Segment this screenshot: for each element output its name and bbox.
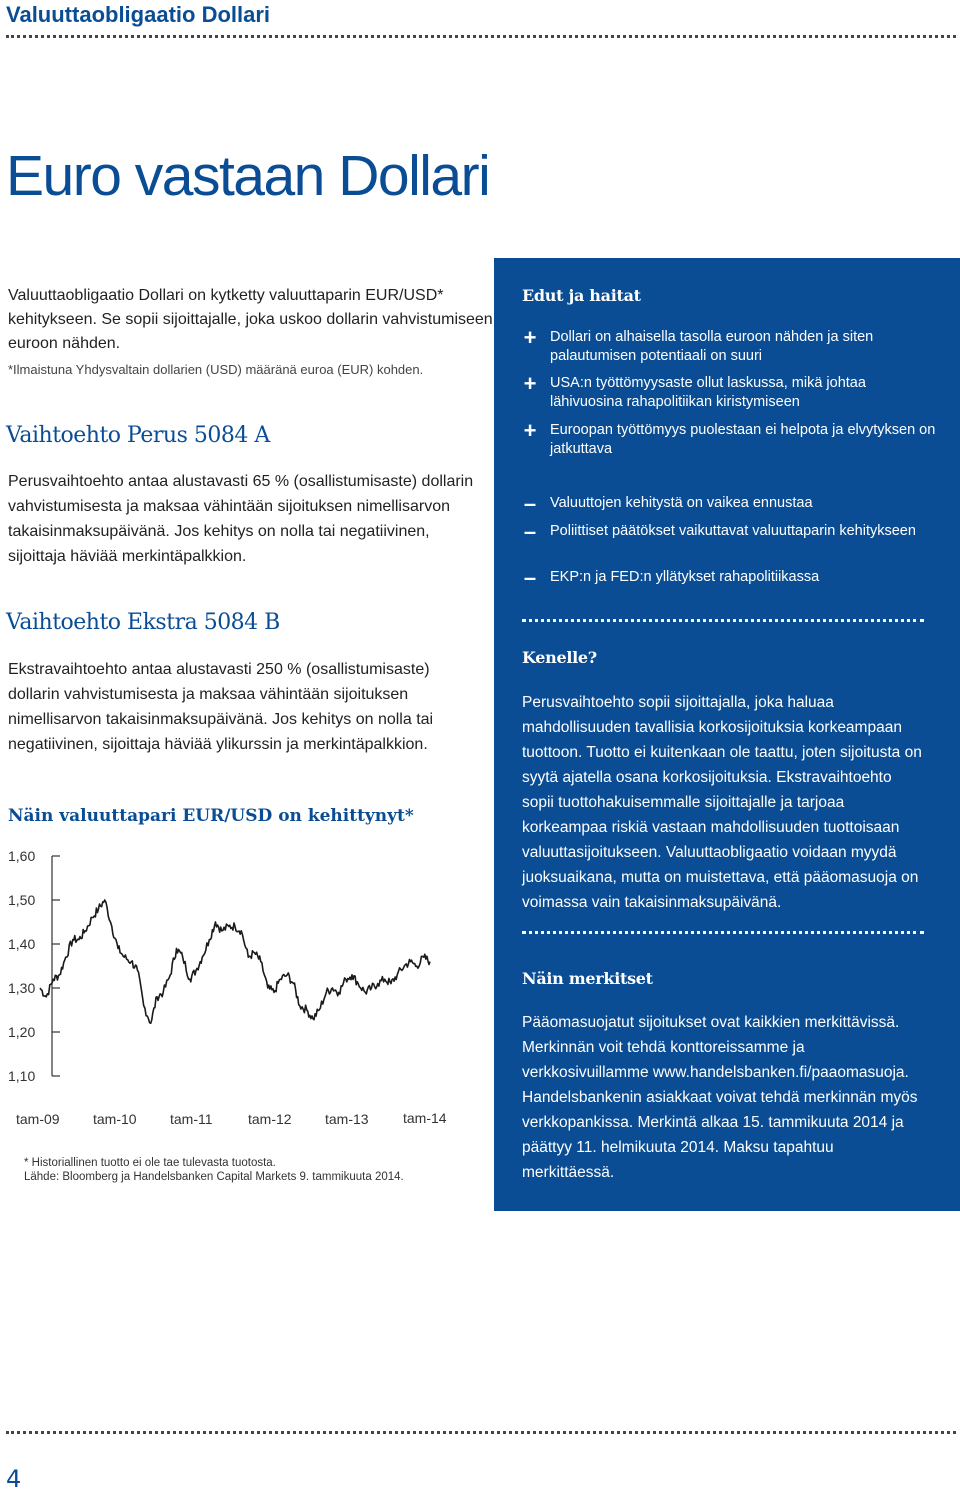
eurusd-line-chart [0,836,480,1146]
x-tick-label: tam-11 [170,1111,213,1127]
pro-text: USA:n työttömyysaste ollut laskussa, mikä johtaa lähivuosina rahapolitiikan kiristymiseen [550,375,866,410]
ekstra-paragraph: Ekstravaihtoehto antaa alustavasti 250 % (osallistumisaste) dollarin vahvistumisesta ja maksaa vähintään sijoituksen nimellisarvon takaisinmaksupäivänä. Jos kehitys on nolla tai negatiivinen, sijoittaja häviää ylikurssin ja merkintäpalkkion. [8,661,434,753]
con-text: Poliittiset päätökset vaikuttavat valuuttaparin kehitykseen [550,523,916,539]
chart-source: Lähde: Bloomberg ja Handelsbanken Capital Markets 9. tammikuuta 2014. [24,1171,404,1183]
plus-icon: + [523,325,537,350]
pro-text: Dollari on alhaisella tasolla euroon nähden ja siten palautumisen potentiaali on suuri [550,329,874,364]
pro-text: Euroopan työttömyys puolestaan ei helpota ja elvytyksen on jatkuttava [550,422,936,457]
info-panel [494,258,960,1211]
perus-paragraph: Perusvaihtoehto antaa alustavasti 65 % (osallistumisaste) dollarin vahvistumisesta ja maksaa vähintään sijoituksen nimellisarvon takaisinmaksupäivänä. Jos kehitys on nolla tai negatiivinen, sijoittaja häviää merkintäpalkkion. [8,473,474,565]
con-text: Valuuttojen kehitystä on vaikea ennustaa [550,495,813,511]
document-header-title: Valuuttaobligaatio Dollari [6,2,271,27]
x-tick-label: tam-09 [16,1111,60,1127]
intro-paragraph: Valuuttaobligaatio Dollari on kytketty valuuttaparin EUR/USD* kehitykseen. Se sopii sijoittajalle, joka uskoo dollarin vahvistumiseen euroon nähden. [8,287,493,352]
eurusd-series-line [40,900,430,1023]
pros-cons-heading: Edut ja haitat [522,286,641,305]
y-tick-label: 1,60 [8,848,36,864]
plus-icon: + [523,418,537,443]
footer-divider [6,1431,956,1434]
chart-disclaimer: * Historiallinen tuotto ei ole tae tulevasta tuotosta. [24,1157,276,1169]
merkitse-paragraph: Pääomasuojatut sijoitukset ovat kaikkien merkittävissä. Merkinnän voit tehdä konttoreissamme ja verkkosivuillamme www.handelsbanken.fi/paaomasuoja. Handelsbankenin asiakkaat voivat tehdä merkinnän myös verkkopankissa. Merkintä alkaa 15. tammikuuta 2014 ja päättyy 11. helmikuuta 2014. Maksu tapahtuu merkittäessä. [522,1014,918,1181]
panel-divider [522,931,924,934]
kenelle-heading: Kenelle? [522,648,597,667]
chart-x-ticks [16,1110,447,1127]
x-tick-label: tam-10 [93,1111,137,1127]
chart-notes [24,1156,404,1184]
con-text: EKP:n ja FED:n yllätykset rahapolitiikassa [550,569,820,585]
perus-heading: Vaihtoehto Perus 5084 A [6,423,270,448]
chart-title: Näin valuuttapari EUR/USD on kehittynyt* [8,806,414,826]
intro-footnote: *Ilmaistuna Yhdysvaltain dollarien (USD) määränä euroa (EUR) kohden. [8,362,424,377]
panel-divider [522,619,924,622]
plus-icon: + [523,371,537,396]
x-tick-label: tam-14 [403,1110,447,1126]
y-tick-label: 1,30 [8,980,36,996]
page-number: 4 [6,1465,22,1493]
page-title: Euro vastaan Dollari [6,144,490,208]
x-tick-label: tam-12 [248,1111,292,1127]
minus-icon: – [523,565,537,590]
x-tick-label: tam-13 [325,1111,369,1127]
kenelle-paragraph: Perusvaihtoehto sopii sijoittajalla, joka haluaa mahdollisuuden tavallisia korkosijoituksia korkeampaan tuottoon. Tuotto ei kuitenkaan ole taattu, joten sijoitusta on syytä ajatella osana korkosijoituksia. Ekstravaihtoehto sopii tuottohakuisemmalle sijoittajalle ja tarjoaa korkeampaa riskiä vastaan mahdollisuuden tuottoisaan valuuttasijoitukseen. Valuuttaobligaatio voidaan myydä juoksuaikana, mutta on muistettava, että pääomasuoja on voimassa vain takaisinmaksupäivänä. [522,694,922,911]
ekstra-heading: Vaihtoehto Ekstra 5084 B [6,610,280,635]
merkitse-heading: Näin merkitset [522,969,653,988]
minus-icon: – [523,491,537,516]
header-divider [6,35,956,38]
y-tick-label: 1,40 [8,936,36,952]
y-tick-label: 1,20 [8,1024,36,1040]
y-tick-label: 1,50 [8,892,36,908]
minus-icon: – [523,519,537,544]
y-tick-label: 1,10 [8,1068,36,1084]
